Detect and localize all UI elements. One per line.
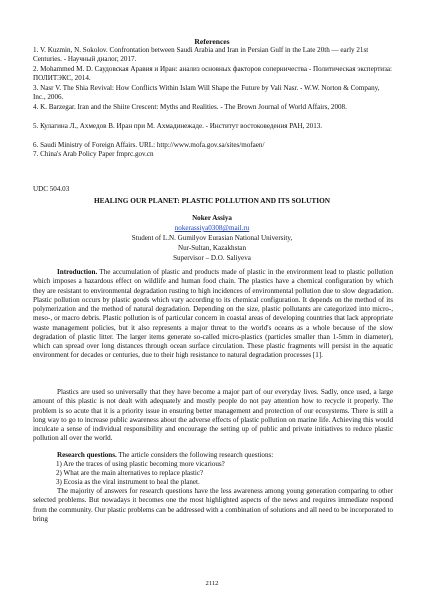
reference-item-2: 2. Mohammed M. D. Саудовская Аравия и Иран: анализ основных факторов соперничества - Политическая экспертиза: ПОЛИТЭКС, 2014. xyxy=(33,65,393,83)
reference-item-7: 7. China's Arab Policy Paper fmprc.gov.cn xyxy=(33,150,154,158)
supervisor-line: Supervisor – D.O. Saliyeva xyxy=(173,254,251,262)
reference-item-4: 4. K. Barzegar. Iran and the Shiite Crescent: Myths and Realities. - The Brown Journal of World Affairs, 2008. xyxy=(33,103,347,111)
introduction-paragraph xyxy=(33,268,393,361)
article-title: HEALING OUR PLANET: PLASTIC POLLUTION AND ITS SOLUTION xyxy=(93,196,331,205)
research-question-2: 2) What are the main alternatives to replace plastic? xyxy=(56,469,204,477)
research-questions-intro: The article considers the following research questions: xyxy=(116,451,274,459)
reference-item-3: 3. Nasr V. The Shia Revival: How Conflicts Within Islam Will Shape the Future by Vali Nasr. - W.W. Norton & Company, Inc., 2006. xyxy=(33,84,380,102)
introduction-label: Introduction. xyxy=(57,268,98,276)
introduction-text: The accumulation of plastic and products made of plastic in the environment lead to plastic pollution which imposes a hazardous effect on wildlife and human food chain. The plastics have a chemical configuration by which they are resistant to environmental degradation rusting to high incidences of environmental pollution due to slow degradation. Plastic pollution occurs by plastic goods which vary according to its chemical configuration. It depends on the method of its polymerization and the method of natural degradation. Depending on the size, plastic pollutants are categorized into micro-, meso-, or macro debris. Plastic pollution is of particular concern in coastal areas of developing countries that lack appropriate waste management policies, but it also represents a major threat to the world's oceans as a whole because of the slow degradation of plastic litter. The larger items generate so-called micro-plastics (particles smaller than 1-5mm in diameter), which can spread over long distances through ocean surface circulation. These plastic fragments will persist in the aquatic environment for decades or centuries, due to their high resistance to natural degradation processes [1]. xyxy=(33,268,393,360)
udc-code: UDC 504.03 xyxy=(33,185,70,193)
reference-item-1: 1. V. Kuzmin, N. Sokolov. Confrontation between Saudi Arabia and Iran in Persian Gulf in the Late 20th — early 21st Centuries. - Научный диалог, 2017. xyxy=(33,46,369,64)
reference-item-6: 6. Saudi Ministry of Foreign Affairs. URL: http://www.mofa.gov.sa/sites/mofaen/ xyxy=(33,141,265,149)
reference-item-5: 5. Кулагина Л., Ахмедов В. Иран при М. Ахмадинежаде. - Институт востоковедения РАН, 2013. xyxy=(33,122,323,130)
author-name: Noker Assiya xyxy=(192,214,232,222)
research-questions-label: Research questions. xyxy=(57,451,117,459)
research-questions-paragraph xyxy=(33,451,393,460)
author-email-link[interactable]: nokerassiya0308@mail.ru xyxy=(174,224,250,232)
references-heading: References xyxy=(194,37,230,46)
affiliation-line-2: Nur-Sultan, Kazakhstan xyxy=(177,244,247,252)
page-number: 2112 xyxy=(205,580,219,587)
research-question-3: 3) Ecosia as the viral instrument to heal the planet. xyxy=(56,478,200,486)
paragraph-2: Plastics are used so universally that they have become a major part of our everyday lives. Sadly, once used, a large amount of this plastic is not dealt with adequately and mostly people do not pay attention how to recycle it properly. The problem is so acute that it is a priority issue in ensuring better management and protection of our ecosystems. There is still a long way to go to increase public awareness about the adverse effects of plastic pollution on marine life. Achieving this would inculcate a sense of individual responsibility and encourage the setting up of public and private initiatives to reduce plastic pollution all over the world. xyxy=(33,388,393,443)
research-question-1: 1) Are the traces of using plastic becoming more vicarious? xyxy=(56,460,225,468)
paragraph-3: The majority of answers for research questions have the less awareness among young generation comparing to other selected problems. But nowadays it becomes one the most highlighted aspects of the news and requires immediate respond from the community. Our plastic problems can be addressed with a combination of solutions and all need to be incorporated to bring xyxy=(33,487,393,523)
affiliation-line-1: Student of L.N. Gumilyov Eurasian National University, xyxy=(131,234,293,242)
